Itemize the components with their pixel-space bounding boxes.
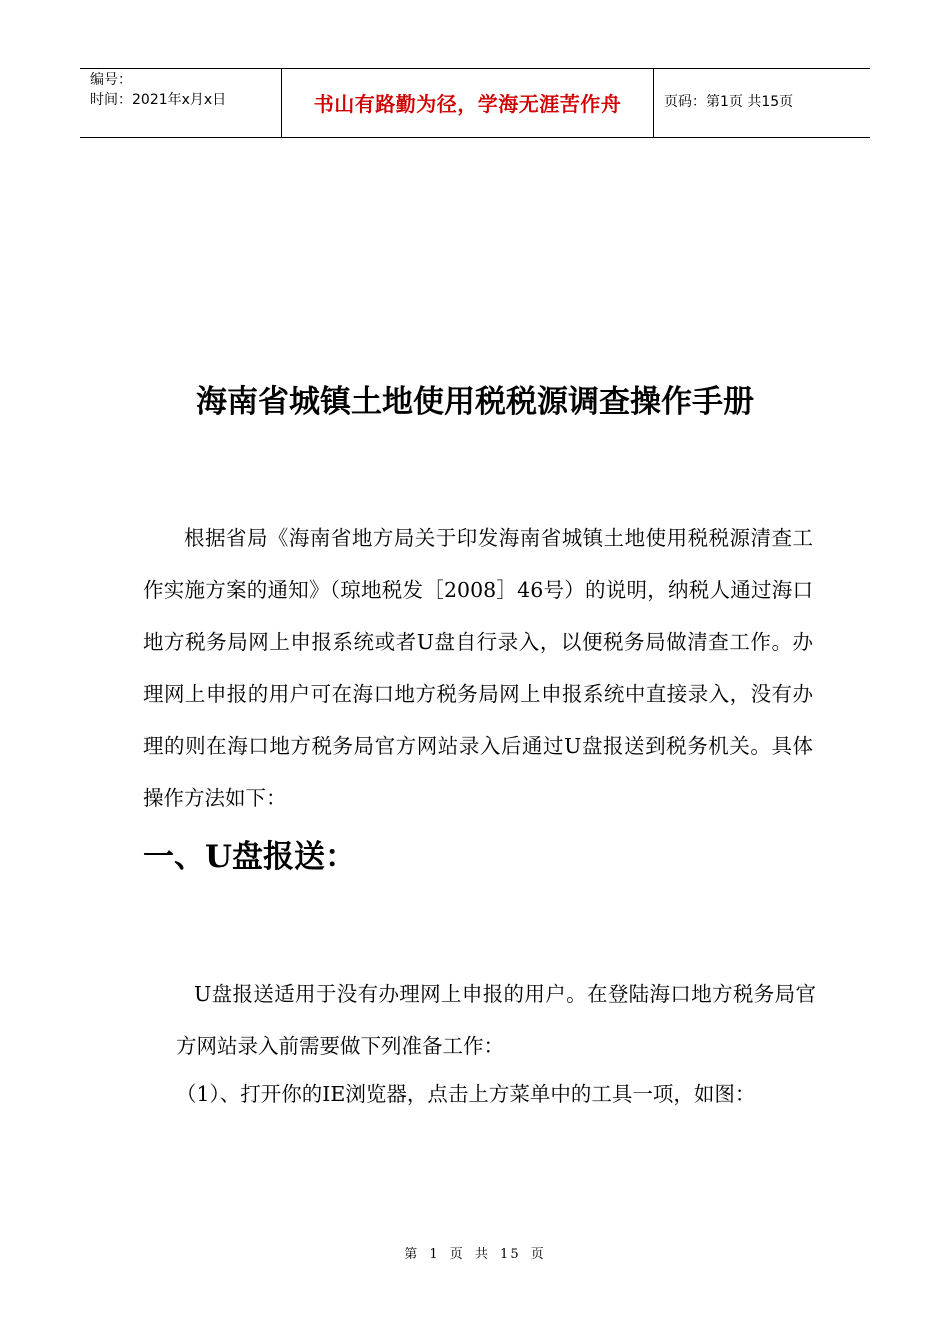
header-page-info: 页码：第1页 共15页 xyxy=(664,94,794,110)
page-footer: 第 1 页 共 15 页 xyxy=(404,1247,546,1262)
page-header xyxy=(80,68,870,138)
step-item: （1）、打开你的IE浏览器，点击上方菜单中的工具一项，如图： xyxy=(176,1082,756,1106)
document-title: 海南省城镇土地使用税税源调查操作手册 xyxy=(196,384,754,420)
header-motto-cell xyxy=(282,69,654,137)
section-paragraph: U盘报送适用于没有办理网上申报的用户。在登陆海口地方税务局官方网站录入前需要做下列准备工作： xyxy=(176,982,816,1058)
header-page-cell xyxy=(654,69,870,137)
document-number-label: 编号： xyxy=(90,72,132,88)
header-motto: 书山有路勤为径，学海无涯苦作舟 xyxy=(313,92,622,116)
header-info-cell xyxy=(80,69,282,137)
document-date-label: 时间：2021年x月x日 xyxy=(90,92,227,108)
section-heading: 一、U盘报送： xyxy=(143,839,357,875)
intro-paragraph: 根据省局《海南省地方局关于印发海南省城镇土地使用税税源清查工作实施方案的通知》（琼地税发［2008］46号）的说明，纳税人通过海口地方税务局网上申报系统或者U盘自行录入，以便税务局做清查工作。办理网上申报的用户可在海口地方税务局网上申报系统中直接录入，没有办理的则在海口地方税务局官方网站录入后通过U盘报送到税务机关。具体操作方法如下： xyxy=(143,526,813,810)
